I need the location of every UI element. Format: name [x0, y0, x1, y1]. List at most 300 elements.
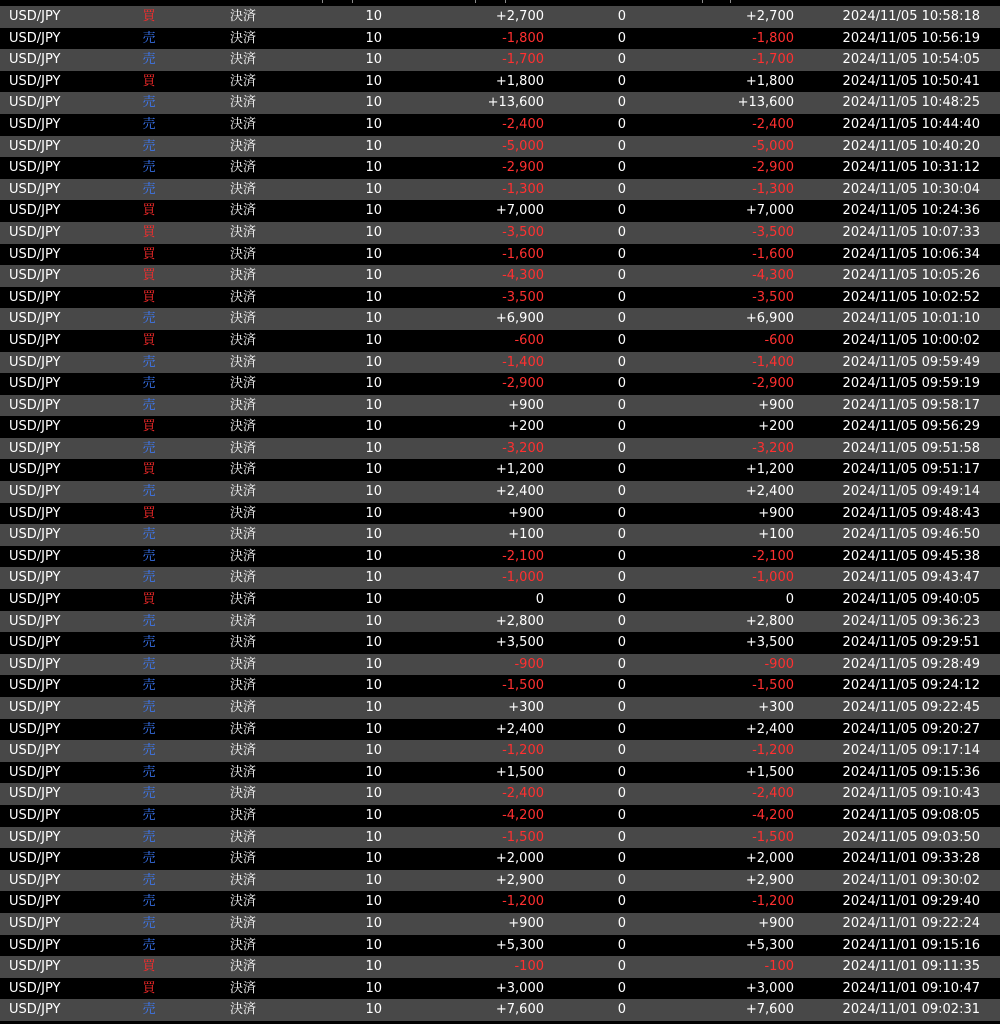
- trade-side-cell: 売: [142, 570, 156, 586]
- trade-type-cell: 決済: [230, 570, 257, 586]
- profit-loss-cell: +2,400: [495, 484, 544, 500]
- table-row[interactable]: [0, 697, 1000, 719]
- trade-type-cell: 決済: [230, 138, 257, 154]
- currency-pair-cell: USD/JPY: [9, 829, 61, 845]
- timestamp-cell: 2024/11/05 09:48:43: [842, 505, 980, 521]
- table-row[interactable]: [0, 6, 1000, 28]
- total-profit-loss-cell: +1,800: [745, 73, 794, 89]
- table-row[interactable]: [0, 805, 1000, 827]
- trade-side-cell: 買: [142, 246, 156, 262]
- currency-pair-cell: USD/JPY: [9, 397, 61, 413]
- quantity-cell: 10: [365, 872, 382, 888]
- timestamp-cell: 2024/11/01 09:33:28: [842, 851, 980, 867]
- swap-cell: 0: [617, 376, 626, 392]
- trade-type-cell: 決済: [230, 548, 257, 564]
- trade-side-cell: 売: [142, 894, 156, 910]
- currency-pair-cell: USD/JPY: [9, 160, 61, 176]
- table-row[interactable]: [0, 546, 1000, 568]
- swap-cell: 0: [617, 138, 626, 154]
- swap-cell: 0: [617, 181, 626, 197]
- trade-side-cell: 買: [142, 592, 156, 608]
- profit-loss-cell: +100: [508, 527, 544, 543]
- trade-side-cell: 売: [142, 743, 156, 759]
- timestamp-cell: 2024/11/05 09:22:45: [842, 700, 980, 715]
- swap-cell: 0: [617, 764, 626, 780]
- swap-cell: 0: [617, 548, 626, 564]
- trade-type-cell: 決済: [230, 440, 257, 456]
- trade-side-cell: 売: [142, 807, 156, 823]
- total-profit-loss-cell: -1,700: [752, 52, 794, 68]
- total-profit-loss-cell: -4,300: [752, 268, 794, 284]
- table-row[interactable]: [0, 157, 1000, 179]
- table-row[interactable]: [0, 999, 1000, 1021]
- table-row[interactable]: [0, 740, 1000, 762]
- timestamp-cell: 2024/11/05 09:58:17: [842, 397, 980, 413]
- table-row[interactable]: [0, 28, 1000, 50]
- currency-pair-cell: USD/JPY: [9, 937, 61, 953]
- table-row[interactable]: [0, 611, 1000, 633]
- currency-pair-cell: USD/JPY: [9, 613, 61, 629]
- quantity-cell: 10: [365, 786, 382, 802]
- table-row[interactable]: [0, 848, 1000, 870]
- total-profit-loss-cell: +300: [758, 700, 794, 715]
- table-row[interactable]: [0, 762, 1000, 784]
- table-row[interactable]: [0, 330, 1000, 352]
- total-profit-loss-cell: -100: [764, 959, 794, 975]
- currency-pair-cell: USD/JPY: [9, 95, 61, 111]
- table-row[interactable]: [0, 373, 1000, 395]
- timestamp-cell: 2024/11/01 09:30:02: [842, 872, 980, 888]
- timestamp-cell: 2024/11/01 09:22:24: [842, 915, 980, 931]
- currency-pair-cell: USD/JPY: [9, 484, 61, 500]
- timestamp-cell: 2024/11/05 10:56:19: [842, 30, 980, 46]
- currency-pair-cell: USD/JPY: [9, 462, 61, 478]
- profit-loss-cell: +200: [508, 419, 544, 435]
- table-row[interactable]: [0, 265, 1000, 287]
- total-profit-loss-cell: -3,500: [752, 289, 794, 305]
- quantity-cell: 10: [365, 311, 382, 327]
- profit-loss-cell: +13,600: [487, 95, 544, 111]
- currency-pair-cell: USD/JPY: [9, 73, 61, 89]
- total-profit-loss-cell: +200: [758, 419, 794, 435]
- timestamp-cell: 2024/11/05 09:46:50: [842, 527, 980, 543]
- trade-type-cell: 決済: [230, 484, 257, 500]
- trade-side-cell: 売: [142, 354, 156, 370]
- profit-loss-cell: -3,500: [502, 289, 544, 305]
- total-profit-loss-cell: +2,700: [745, 9, 794, 24]
- profit-loss-cell: -1,500: [502, 678, 544, 694]
- quantity-cell: 10: [365, 656, 382, 672]
- timestamp-cell: 2024/11/05 10:31:12: [842, 160, 980, 176]
- swap-cell: 0: [617, 980, 626, 996]
- total-profit-loss-cell: +13,600: [737, 95, 794, 111]
- trade-type-cell: 決済: [230, 246, 257, 262]
- total-profit-loss-cell: -1,000: [752, 570, 794, 586]
- total-profit-loss-cell: +3,000: [745, 980, 794, 996]
- trade-type-cell: 決済: [230, 592, 257, 608]
- trade-type-cell: 決済: [230, 30, 257, 46]
- table-row[interactable]: [0, 524, 1000, 546]
- table-row[interactable]: [0, 92, 1000, 114]
- table-row[interactable]: [0, 438, 1000, 460]
- trade-side-cell: 売: [142, 181, 156, 197]
- trade-history-table: [0, 6, 1000, 1021]
- trade-side-cell: 売: [142, 700, 156, 715]
- timestamp-cell: 2024/11/05 09:59:19: [842, 376, 980, 392]
- trade-side-cell: 買: [142, 224, 156, 240]
- trade-side-cell: 売: [142, 311, 156, 327]
- timestamp-cell: 2024/11/05 09:08:05: [842, 807, 980, 823]
- table-row[interactable]: [0, 589, 1000, 611]
- swap-cell: 0: [617, 311, 626, 327]
- trade-side-cell: 売: [142, 527, 156, 543]
- trade-side-cell: 売: [142, 656, 156, 672]
- trade-type-cell: 決済: [230, 613, 257, 629]
- trade-type-cell: 決済: [230, 915, 257, 931]
- profit-loss-cell: +1,800: [495, 73, 544, 89]
- quantity-cell: 10: [365, 807, 382, 823]
- table-row[interactable]: [0, 352, 1000, 374]
- total-profit-loss-cell: -1,400: [752, 354, 794, 370]
- trade-side-cell: 売: [142, 440, 156, 456]
- timestamp-cell: 2024/11/05 10:58:18: [842, 9, 980, 24]
- trade-type-cell: 決済: [230, 764, 257, 780]
- timestamp-cell: 2024/11/01 09:29:40: [842, 894, 980, 910]
- currency-pair-cell: USD/JPY: [9, 289, 61, 305]
- total-profit-loss-cell: +900: [758, 915, 794, 931]
- profit-loss-cell: -2,400: [502, 786, 544, 802]
- total-profit-loss-cell: -1,200: [752, 743, 794, 759]
- total-profit-loss-cell: -1,800: [752, 30, 794, 46]
- timestamp-cell: 2024/11/05 10:54:05: [842, 52, 980, 68]
- total-profit-loss-cell: +2,400: [745, 721, 794, 737]
- quantity-cell: 10: [365, 505, 382, 521]
- trade-type-cell: 決済: [230, 937, 257, 953]
- table-row[interactable]: [0, 913, 1000, 935]
- trade-side-cell: 売: [142, 635, 156, 651]
- swap-cell: 0: [617, 224, 626, 240]
- profit-loss-cell: -5,000: [502, 138, 544, 154]
- currency-pair-cell: USD/JPY: [9, 440, 61, 456]
- currency-pair-cell: USD/JPY: [9, 332, 61, 348]
- trade-side-cell: 売: [142, 613, 156, 629]
- trade-side-cell: 買: [142, 419, 156, 435]
- table-row[interactable]: [0, 114, 1000, 136]
- profit-loss-cell: -2,400: [502, 116, 544, 132]
- swap-cell: 0: [617, 894, 626, 910]
- table-row[interactable]: [0, 308, 1000, 330]
- quantity-cell: 10: [365, 851, 382, 867]
- profit-loss-cell: -1,500: [502, 829, 544, 845]
- profit-loss-cell: -1,200: [502, 743, 544, 759]
- swap-cell: 0: [617, 721, 626, 737]
- quantity-cell: 10: [365, 203, 382, 219]
- trade-type-cell: 決済: [230, 419, 257, 435]
- swap-cell: 0: [617, 95, 626, 111]
- timestamp-cell: 2024/11/05 09:10:43: [842, 786, 980, 802]
- swap-cell: 0: [617, 268, 626, 284]
- profit-loss-cell: -2,100: [502, 548, 544, 564]
- quantity-cell: 10: [365, 246, 382, 262]
- table-row[interactable]: [0, 567, 1000, 589]
- table-row[interactable]: [0, 222, 1000, 244]
- timestamp-cell: 2024/11/05 09:45:38: [842, 548, 980, 564]
- trade-type-cell: 決済: [230, 95, 257, 111]
- timestamp-cell: 2024/11/05 09:17:14: [842, 743, 980, 759]
- currency-pair-cell: USD/JPY: [9, 764, 61, 780]
- trade-side-cell: 買: [142, 959, 156, 975]
- currency-pair-cell: USD/JPY: [9, 872, 61, 888]
- table-row[interactable]: [0, 244, 1000, 266]
- table-row[interactable]: [0, 870, 1000, 892]
- trade-type-cell: 決済: [230, 354, 257, 370]
- profit-loss-cell: -900: [514, 656, 544, 672]
- quantity-cell: 10: [365, 635, 382, 651]
- trade-type-cell: 決済: [230, 376, 257, 392]
- swap-cell: 0: [617, 203, 626, 219]
- swap-cell: 0: [617, 592, 626, 608]
- trade-type-cell: 決済: [230, 829, 257, 845]
- currency-pair-cell: USD/JPY: [9, 203, 61, 219]
- currency-pair-cell: USD/JPY: [9, 30, 61, 46]
- total-profit-loss-cell: +2,900: [745, 872, 794, 888]
- profit-loss-cell: -2,900: [502, 160, 544, 176]
- swap-cell: 0: [617, 73, 626, 89]
- table-row[interactable]: [0, 891, 1000, 913]
- trade-side-cell: 売: [142, 721, 156, 737]
- quantity-cell: 10: [365, 440, 382, 456]
- quantity-cell: 10: [365, 397, 382, 413]
- swap-cell: 0: [617, 527, 626, 543]
- trade-type-cell: 決済: [230, 700, 257, 715]
- profit-loss-cell: -1,400: [502, 354, 544, 370]
- quantity-cell: 10: [365, 484, 382, 500]
- table-row[interactable]: [0, 654, 1000, 676]
- quantity-cell: 10: [365, 52, 382, 68]
- table-row[interactable]: [0, 503, 1000, 525]
- swap-cell: 0: [617, 959, 626, 975]
- trade-side-cell: 買: [142, 9, 156, 24]
- header-column-divider: [730, 0, 731, 3]
- quantity-cell: 10: [365, 980, 382, 996]
- swap-cell: 0: [617, 700, 626, 715]
- timestamp-cell: 2024/11/05 10:40:20: [842, 138, 980, 154]
- trade-type-cell: 決済: [230, 289, 257, 305]
- table-row[interactable]: [0, 935, 1000, 957]
- profit-loss-cell: +2,800: [495, 613, 544, 629]
- timestamp-cell: 2024/11/05 09:36:23: [842, 613, 980, 629]
- currency-pair-cell: USD/JPY: [9, 721, 61, 737]
- profit-loss-cell: 0: [535, 592, 544, 608]
- table-row[interactable]: [0, 71, 1000, 93]
- quantity-cell: 10: [365, 613, 382, 629]
- swap-cell: 0: [617, 505, 626, 521]
- currency-pair-cell: USD/JPY: [9, 116, 61, 132]
- table-row[interactable]: [0, 956, 1000, 978]
- profit-loss-cell: +6,900: [495, 311, 544, 327]
- trade-side-cell: 売: [142, 95, 156, 111]
- timestamp-cell: 2024/11/05 09:56:29: [842, 419, 980, 435]
- timestamp-cell: 2024/11/05 10:30:04: [842, 181, 980, 197]
- currency-pair-cell: USD/JPY: [9, 376, 61, 392]
- currency-pair-cell: USD/JPY: [9, 980, 61, 996]
- profit-loss-cell: -600: [514, 332, 544, 348]
- total-profit-loss-cell: -4,200: [752, 807, 794, 823]
- currency-pair-cell: USD/JPY: [9, 224, 61, 240]
- table-row[interactable]: [0, 632, 1000, 654]
- profit-loss-cell: +7,600: [495, 1002, 544, 1018]
- total-profit-loss-cell: +5,300: [745, 937, 794, 953]
- trade-type-cell: 決済: [230, 1002, 257, 1018]
- swap-cell: 0: [617, 354, 626, 370]
- profit-loss-cell: +1,200: [495, 462, 544, 478]
- currency-pair-cell: USD/JPY: [9, 311, 61, 327]
- currency-pair-cell: USD/JPY: [9, 246, 61, 262]
- quantity-cell: 10: [365, 116, 382, 132]
- quantity-cell: 10: [365, 700, 382, 715]
- table-row[interactable]: [0, 481, 1000, 503]
- trade-type-cell: 決済: [230, 462, 257, 478]
- trade-type-cell: 決済: [230, 505, 257, 521]
- table-row[interactable]: [0, 395, 1000, 417]
- quantity-cell: 10: [365, 332, 382, 348]
- timestamp-cell: 2024/11/05 09:24:12: [842, 678, 980, 694]
- swap-cell: 0: [617, 52, 626, 68]
- currency-pair-cell: USD/JPY: [9, 700, 61, 715]
- table-row[interactable]: [0, 459, 1000, 481]
- currency-pair-cell: USD/JPY: [9, 1002, 61, 1018]
- trade-side-cell: 売: [142, 138, 156, 154]
- table-row[interactable]: [0, 675, 1000, 697]
- currency-pair-cell: USD/JPY: [9, 527, 61, 543]
- swap-cell: 0: [617, 30, 626, 46]
- currency-pair-cell: USD/JPY: [9, 786, 61, 802]
- table-row[interactable]: [0, 287, 1000, 309]
- quantity-cell: 10: [365, 937, 382, 953]
- trade-type-cell: 決済: [230, 980, 257, 996]
- total-profit-loss-cell: -5,000: [752, 138, 794, 154]
- timestamp-cell: 2024/11/05 09:15:36: [842, 764, 980, 780]
- total-profit-loss-cell: +1,500: [745, 764, 794, 780]
- total-profit-loss-cell: 0: [785, 592, 794, 608]
- trade-type-cell: 決済: [230, 52, 257, 68]
- trade-type-cell: 決済: [230, 203, 257, 219]
- trade-type-cell: 決済: [230, 851, 257, 867]
- swap-cell: 0: [617, 440, 626, 456]
- table-row[interactable]: [0, 136, 1000, 158]
- swap-cell: 0: [617, 246, 626, 262]
- trade-type-cell: 決済: [230, 224, 257, 240]
- total-profit-loss-cell: +100: [758, 527, 794, 543]
- total-profit-loss-cell: -1,500: [752, 829, 794, 845]
- trade-side-cell: 売: [142, 116, 156, 132]
- total-profit-loss-cell: +900: [758, 397, 794, 413]
- profit-loss-cell: +1,500: [495, 764, 544, 780]
- quantity-cell: 10: [365, 30, 382, 46]
- table-row[interactable]: [0, 200, 1000, 222]
- table-row[interactable]: [0, 416, 1000, 438]
- timestamp-cell: 2024/11/01 09:15:16: [842, 937, 980, 953]
- quantity-cell: 10: [365, 160, 382, 176]
- table-row[interactable]: [0, 978, 1000, 1000]
- currency-pair-cell: USD/JPY: [9, 656, 61, 672]
- swap-cell: 0: [617, 678, 626, 694]
- trade-side-cell: 売: [142, 30, 156, 46]
- swap-cell: 0: [617, 160, 626, 176]
- profit-loss-cell: -4,300: [502, 268, 544, 284]
- trade-type-cell: 決済: [230, 181, 257, 197]
- timestamp-cell: 2024/11/05 10:50:41: [842, 73, 980, 89]
- quantity-cell: 10: [365, 268, 382, 284]
- total-profit-loss-cell: -1,200: [752, 894, 794, 910]
- total-profit-loss-cell: +7,000: [745, 203, 794, 219]
- table-row[interactable]: [0, 827, 1000, 849]
- profit-loss-cell: +7,000: [495, 203, 544, 219]
- table-row[interactable]: [0, 179, 1000, 201]
- timestamp-cell: 2024/11/05 10:06:34: [842, 246, 980, 262]
- quantity-cell: 10: [365, 289, 382, 305]
- trade-side-cell: 買: [142, 980, 156, 996]
- total-profit-loss-cell: +3,500: [745, 635, 794, 651]
- quantity-cell: 10: [365, 354, 382, 370]
- swap-cell: 0: [617, 807, 626, 823]
- trade-type-cell: 決済: [230, 9, 257, 24]
- header-column-divider: [702, 0, 703, 3]
- quantity-cell: 10: [365, 915, 382, 931]
- timestamp-cell: 2024/11/05 09:20:27: [842, 721, 980, 737]
- timestamp-cell: 2024/11/05 09:03:50: [842, 829, 980, 845]
- trade-type-cell: 決済: [230, 656, 257, 672]
- trade-type-cell: 決済: [230, 872, 257, 888]
- trade-side-cell: 売: [142, 678, 156, 694]
- table-row[interactable]: [0, 49, 1000, 71]
- currency-pair-cell: USD/JPY: [9, 959, 61, 975]
- quantity-cell: 10: [365, 181, 382, 197]
- profit-loss-cell: -1,700: [502, 52, 544, 68]
- total-profit-loss-cell: +7,600: [745, 1002, 794, 1018]
- trade-type-cell: 決済: [230, 743, 257, 759]
- trade-type-cell: 決済: [230, 73, 257, 89]
- trade-side-cell: 売: [142, 160, 156, 176]
- total-profit-loss-cell: -1,300: [752, 181, 794, 197]
- timestamp-cell: 2024/11/05 09:28:49: [842, 656, 980, 672]
- trade-type-cell: 決済: [230, 116, 257, 132]
- trade-type-cell: 決済: [230, 721, 257, 737]
- currency-pair-cell: USD/JPY: [9, 894, 61, 910]
- swap-cell: 0: [617, 786, 626, 802]
- profit-loss-cell: +900: [508, 505, 544, 521]
- total-profit-loss-cell: -2,100: [752, 548, 794, 564]
- quantity-cell: 10: [365, 138, 382, 154]
- total-profit-loss-cell: -2,900: [752, 160, 794, 176]
- quantity-cell: 10: [365, 95, 382, 111]
- trade-type-cell: 決済: [230, 397, 257, 413]
- header-column-divider: [352, 0, 353, 3]
- timestamp-cell: 2024/11/05 10:05:26: [842, 268, 980, 284]
- trade-type-cell: 決済: [230, 527, 257, 543]
- trade-side-cell: 買: [142, 505, 156, 521]
- swap-cell: 0: [617, 613, 626, 629]
- currency-pair-cell: USD/JPY: [9, 592, 61, 608]
- timestamp-cell: 2024/11/05 10:44:40: [842, 116, 980, 132]
- timestamp-cell: 2024/11/05 09:40:05: [842, 592, 980, 608]
- trade-side-cell: 売: [142, 851, 156, 867]
- header-column-divider: [475, 0, 476, 3]
- table-row[interactable]: [0, 719, 1000, 741]
- table-row[interactable]: [0, 783, 1000, 805]
- currency-pair-cell: USD/JPY: [9, 505, 61, 521]
- timestamp-cell: 2024/11/05 09:51:17: [842, 462, 980, 478]
